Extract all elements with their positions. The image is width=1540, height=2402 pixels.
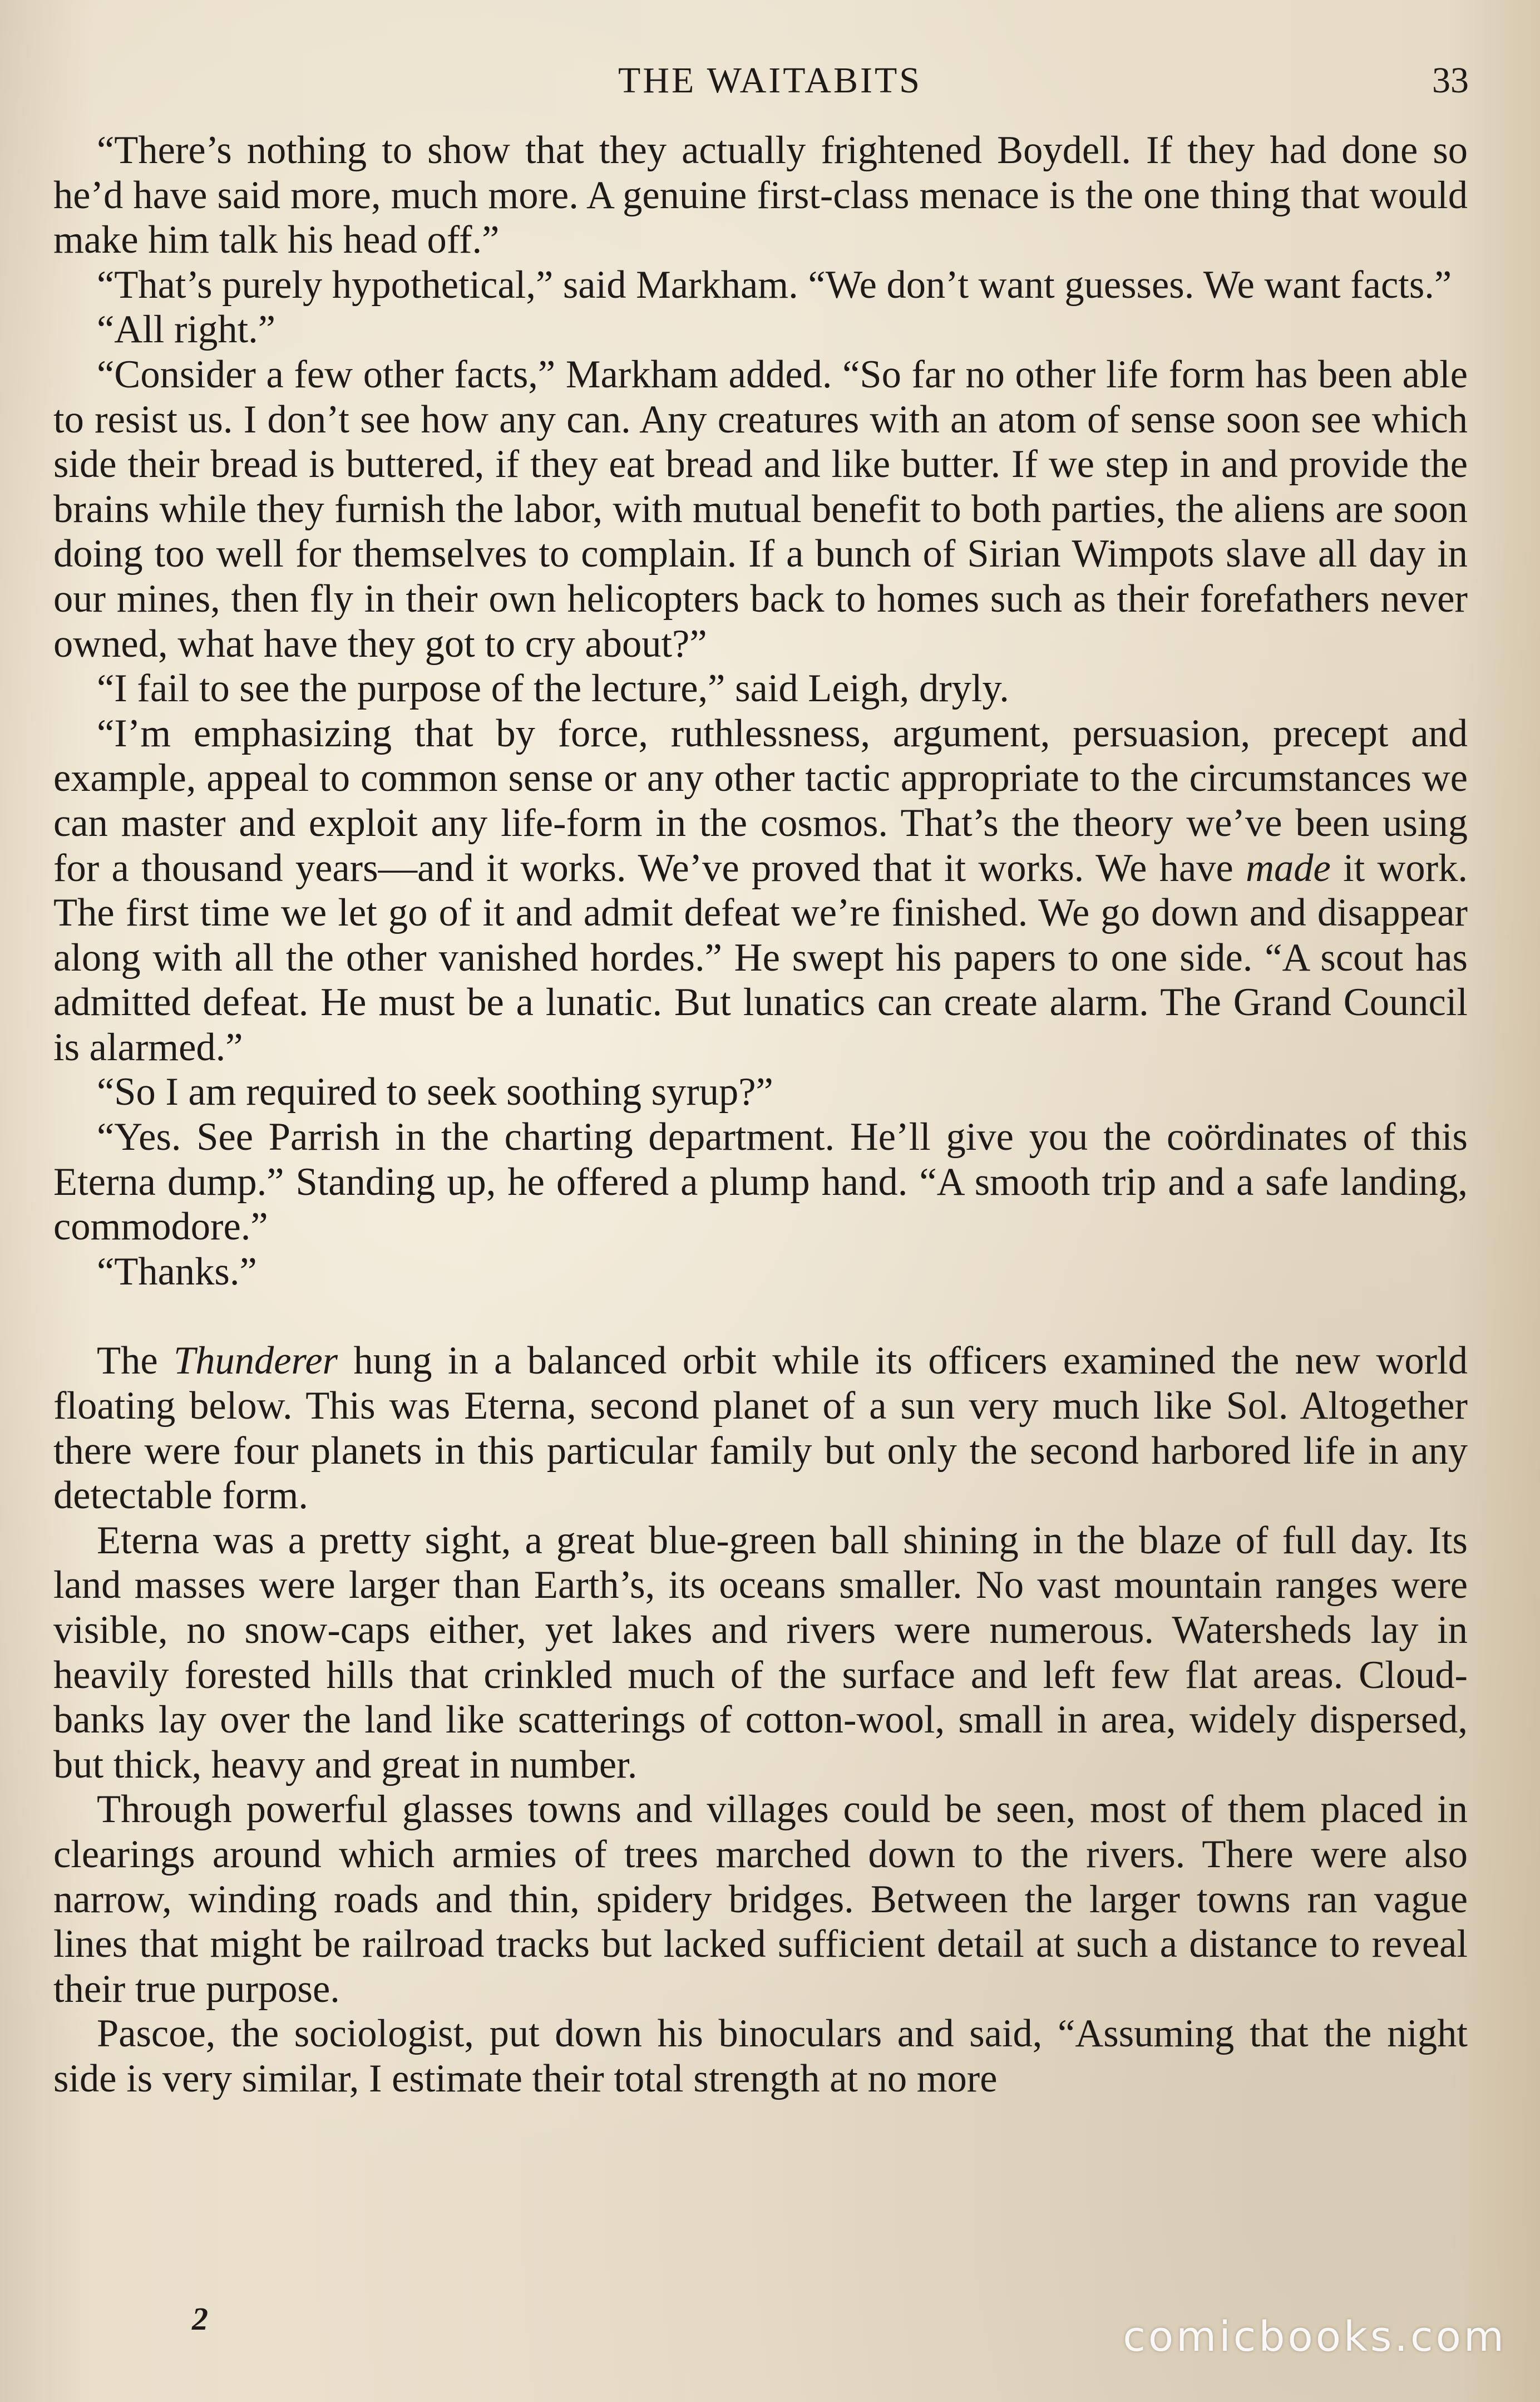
paragraph-4: “Consider a few other facts,” Markham added. “So far no other life form has been able to resist us. I don’t see how any can. Any creatures with an atom of sense soon see which side their bread is buttered, if they eat bread and like butter. If we step in and provide the brains while they furnish the labor, with mutual benefit to both parties, the aliens are soon doing too well for themselves to complain. If a bunch of Sirian Wimpots slave all day in our mines, then fly in their own helicopters back to homes such as their forefathers never owned, what have they got to cry about?” <box>53 352 1468 666</box>
ship-name: Thunderer <box>174 1339 338 1383</box>
signature-mark: 2 <box>192 2301 208 2337</box>
paragraph-6-text: “I’m emphasizing that by force, ruthlessness, argument, persuasion, precept and example, appeal to common sense or any other tactic appropriate to the circumstances we can master and exploit any life-form in the cosmos. That’s the theory we’ve been using for a thousand years—and it works. We’ve proved that it works. We have <box>53 711 1468 890</box>
paragraph-11: Eterna was a pretty sight, a great blue-green ball shining in the blaze of full day. Its land masses were larger than Earth’s, its oceans smaller. No vast mountain ranges were visible, no snow-caps either, yet lakes and rivers were numerous. Watersheds lay in heavily forested hills that crinkled much of the surface and left few flat areas. Cloud-banks lay over the land like scatterings of cotton-wool, small in area, widely dispersed, but thick, heavy and great in number. <box>53 1518 1468 1786</box>
running-head <box>0 53 1540 109</box>
paragraph-5: “I fail to see the purpose of the lecture,” said Leigh, dryly. <box>97 667 1009 711</box>
paragraph-6-tail: it work. The first time we let go of it and admit defeat we’re finished. We go down and disappear along with all the other vanished hordes.” He swept his papers to one side. “A scout has admitted defeat. He must be a lunatic. But lunatics can create alarm. The Grand Council is alarmed.” <box>53 846 1468 1069</box>
page-number: 33 <box>1432 60 1469 101</box>
section-break <box>53 1294 1468 1338</box>
running-title: THE WAITABITS <box>618 60 922 101</box>
paragraph-9: “Thanks.” <box>97 1249 257 1293</box>
paragraph-10-head: The <box>97 1339 158 1383</box>
paragraph-3: “All right.” <box>97 308 276 352</box>
paragraph-13: Pascoe, the sociologist, put down his binoculars and said, “Assuming that the night side is very similar, I estimate their total strength at no more <box>53 2012 1468 2100</box>
paragraph-12: Through powerful glasses towns and villages could be seen, most of them placed in clearings around which armies of trees marched down to the rivers. There were also narrow, winding roads and thin, spidery bridges. Between the larger towns ran vague lines that might be railroad tracks but lacked sufficient detail at such a distance to reveal their true purpose. <box>53 1788 1468 2011</box>
paragraph-10-tail: hung in a balanced orbit while its officers examined the new world floating below. This was Eterna, second planet of a sun very much like Sol. Altogether there were four planets in this particular family but only the second harbored life in any detectable form. <box>53 1339 1468 1518</box>
paragraph-8: “Yes. See Parrish in the charting department. He’ll give you the coördinates of this Eterna dump.” Standing up, he offered a plump hand. “A smooth trip and a safe landing, commodore.” <box>53 1115 1468 1249</box>
body-text <box>53 128 1468 2101</box>
paragraph-6-emphasis: made <box>1246 846 1331 890</box>
paragraph-2: “That’s purely hypothetical,” said Markham. “We don’t want guesses. We want facts.” <box>97 263 1452 307</box>
watermark: comicbooks.com <box>1123 2313 1507 2361</box>
paragraph-1: “There’s nothing to show that they actually frightened Boydell. If they had done so he’d have said more, much more. A genuine first-class menace is the one thing that would make him talk his head off.” <box>53 129 1468 262</box>
paragraph-10 <box>53 1338 1468 1518</box>
paragraph-6 <box>53 711 1468 1070</box>
paragraph-7: “So I am required to seek soothing syrup?” <box>97 1070 773 1114</box>
